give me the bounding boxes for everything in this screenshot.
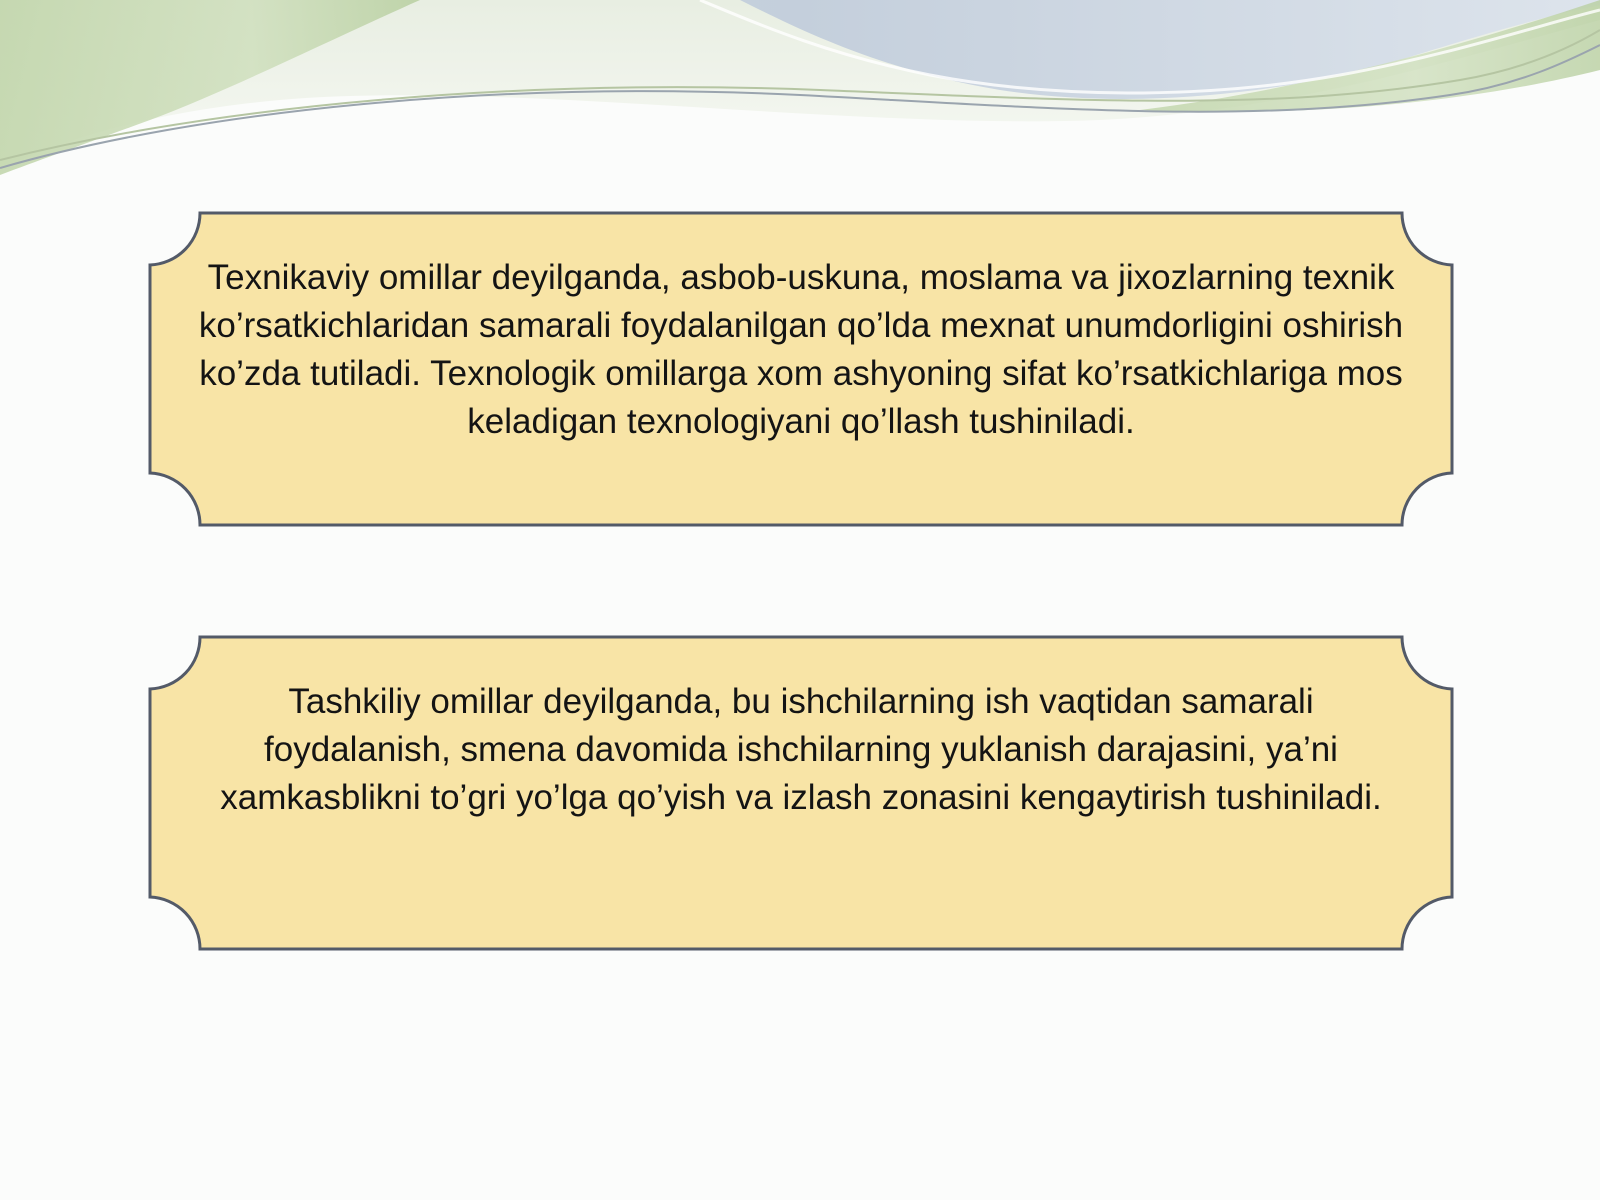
definition-box-organizational (148, 635, 1454, 951)
technical-factors-text: Texnikaviy omillar deyilganda, asbob-uskuna, moslama va jixozlarning texnik ko’rsatkichlaridan samarali foydalanilgan qo’lda mexnat unumdorligini oshirish ko’zda tutiladi. Texnologik omillarga xom ashyoning sifat ko’rsatkichlariga mos keladigan texnologiyani qo’llash tushiniladi. (198, 258, 1404, 441)
organizational-factors-text: Tashkiliy omillar deyilganda, bu ishchilarning ish vaqtidan samarali foydalanish, smena davomida ishchilarning yuklanish darajasini, ya’ni xamkasblikni to’gri yo’lga qo’yish va izlash zonasini kengaytirish tushiniladi. (220, 682, 1382, 817)
definition-box-technical (148, 211, 1454, 527)
